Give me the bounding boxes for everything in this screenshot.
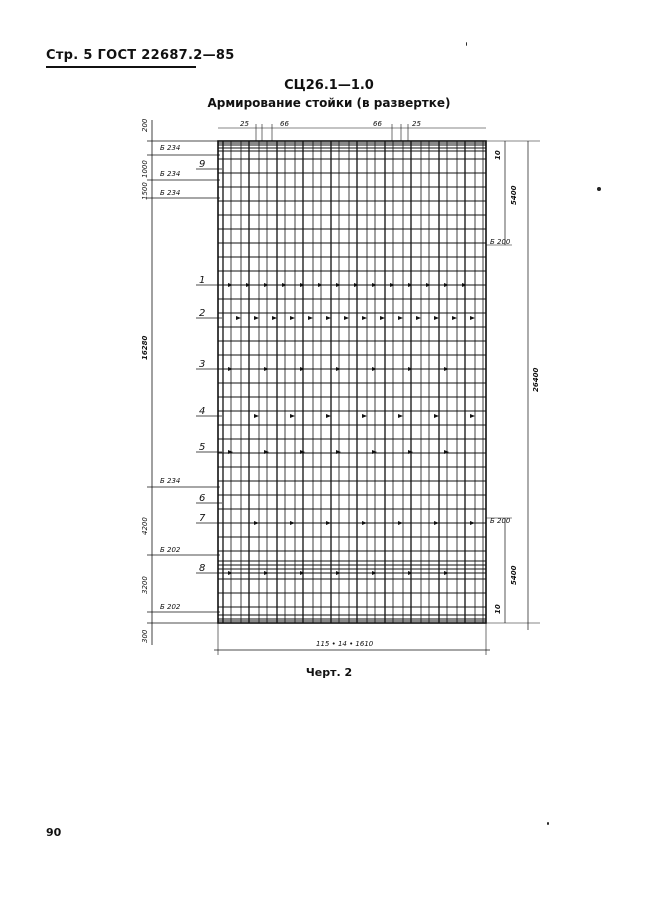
item-9: 9 xyxy=(199,159,206,170)
bar-marker xyxy=(282,283,287,287)
label-b234-3: Б 234 xyxy=(160,189,181,197)
bar-marker xyxy=(398,414,403,418)
label-b234-4: Б 234 xyxy=(160,477,181,485)
bar-marker xyxy=(326,414,331,418)
page-number: 90 xyxy=(46,826,62,839)
dim-10-top: 10 xyxy=(494,150,502,160)
bar-marker xyxy=(372,571,377,575)
bar-marker xyxy=(444,571,449,575)
bar-marker xyxy=(228,571,233,575)
bar-marker xyxy=(228,283,233,287)
bar-marker xyxy=(254,414,259,418)
label-b234-1: Б 234 xyxy=(160,144,181,152)
bar-marker xyxy=(398,521,403,525)
item-5: 5 xyxy=(199,442,206,453)
bar-marker xyxy=(290,521,295,525)
dim-4200: 4200 xyxy=(141,517,149,535)
bar-marker xyxy=(470,414,475,418)
bar-marker xyxy=(264,367,269,371)
horizontal-bars xyxy=(218,143,486,621)
scan-speck xyxy=(466,42,467,46)
bar-marker xyxy=(444,367,449,371)
drawing-subtitle: Армирование стойки (в развертке) xyxy=(207,96,451,110)
label-b200-bottom: Б 200 xyxy=(490,517,511,525)
bar-marker xyxy=(236,316,241,320)
bar-marker xyxy=(426,283,431,287)
bar-marker xyxy=(398,316,403,320)
bar-marker xyxy=(228,367,233,371)
bar-marker xyxy=(336,283,341,287)
label-b200-top: Б 200 xyxy=(490,238,511,246)
bar-marker xyxy=(390,283,395,287)
dim-16280: 16280 xyxy=(141,335,149,360)
top-dim-25-left: 25 xyxy=(240,120,249,128)
bar-marker xyxy=(470,521,475,525)
top-dim-66-right: 66 xyxy=(373,120,382,128)
bar-marker xyxy=(372,283,377,287)
item-2: 2 xyxy=(199,308,206,319)
bar-marker xyxy=(434,316,439,320)
top-dim-25-right: 25 xyxy=(412,120,421,128)
dim-300-bottom: 300 xyxy=(141,629,149,643)
item-8: 8 xyxy=(199,563,206,574)
bar-marker xyxy=(318,283,323,287)
dim-5400-bottom: 5400 xyxy=(510,565,518,585)
top-dim-66-left: 66 xyxy=(280,120,289,128)
bar-marker xyxy=(308,316,313,320)
dim-10-bottom: 10 xyxy=(494,604,502,614)
item-4: 4 xyxy=(199,406,206,417)
bar-marker xyxy=(326,316,331,320)
bottom-dim-label: 115 • 14 • 1610 xyxy=(316,640,374,648)
bar-marker xyxy=(372,367,377,371)
bar-marker xyxy=(272,316,277,320)
bar-marker xyxy=(416,316,421,320)
bar-marker xyxy=(336,367,341,371)
bar-marker xyxy=(290,414,295,418)
bar-marker xyxy=(362,521,367,525)
item-7: 7 xyxy=(199,513,206,524)
bar-marker xyxy=(444,283,449,287)
scan-speck xyxy=(547,822,549,825)
dim-1500: 1500 xyxy=(141,182,149,200)
drawing-title: СЦ26.1—1.0 xyxy=(284,78,374,93)
label-b202-2: Б 202 xyxy=(160,603,181,611)
dim-26400: 26400 xyxy=(532,367,540,392)
bar-marker xyxy=(362,414,367,418)
dim-1000: 1000 xyxy=(141,160,149,178)
bar-marker xyxy=(336,571,341,575)
item-6: 6 xyxy=(199,493,206,504)
bar-marker xyxy=(470,316,475,320)
bar-marker xyxy=(326,521,331,525)
label-b202-1: Б 202 xyxy=(160,546,181,554)
dim-3200: 3200 xyxy=(141,576,149,594)
bar-marker xyxy=(434,521,439,525)
page-header: Стр. 5 ГОСТ 22687.2—85 xyxy=(46,48,235,63)
dim-5400-top: 5400 xyxy=(510,185,518,205)
item-1: 1 xyxy=(199,275,206,286)
bar-marker xyxy=(264,571,269,575)
bar-marker xyxy=(290,316,295,320)
bar-marker xyxy=(344,316,349,320)
bar-marker xyxy=(452,316,457,320)
bar-marker xyxy=(362,316,367,320)
figure-caption: Черт. 2 xyxy=(305,666,353,679)
scan-speck xyxy=(597,187,601,191)
bar-marker xyxy=(380,316,385,320)
bar-marker xyxy=(434,414,439,418)
label-b234-2: Б 234 xyxy=(160,170,181,178)
item-3: 3 xyxy=(199,359,206,370)
bar-marker xyxy=(264,283,269,287)
bar-marker xyxy=(254,521,259,525)
dim-200-top: 200 xyxy=(141,118,149,132)
bar-marker xyxy=(254,316,259,320)
